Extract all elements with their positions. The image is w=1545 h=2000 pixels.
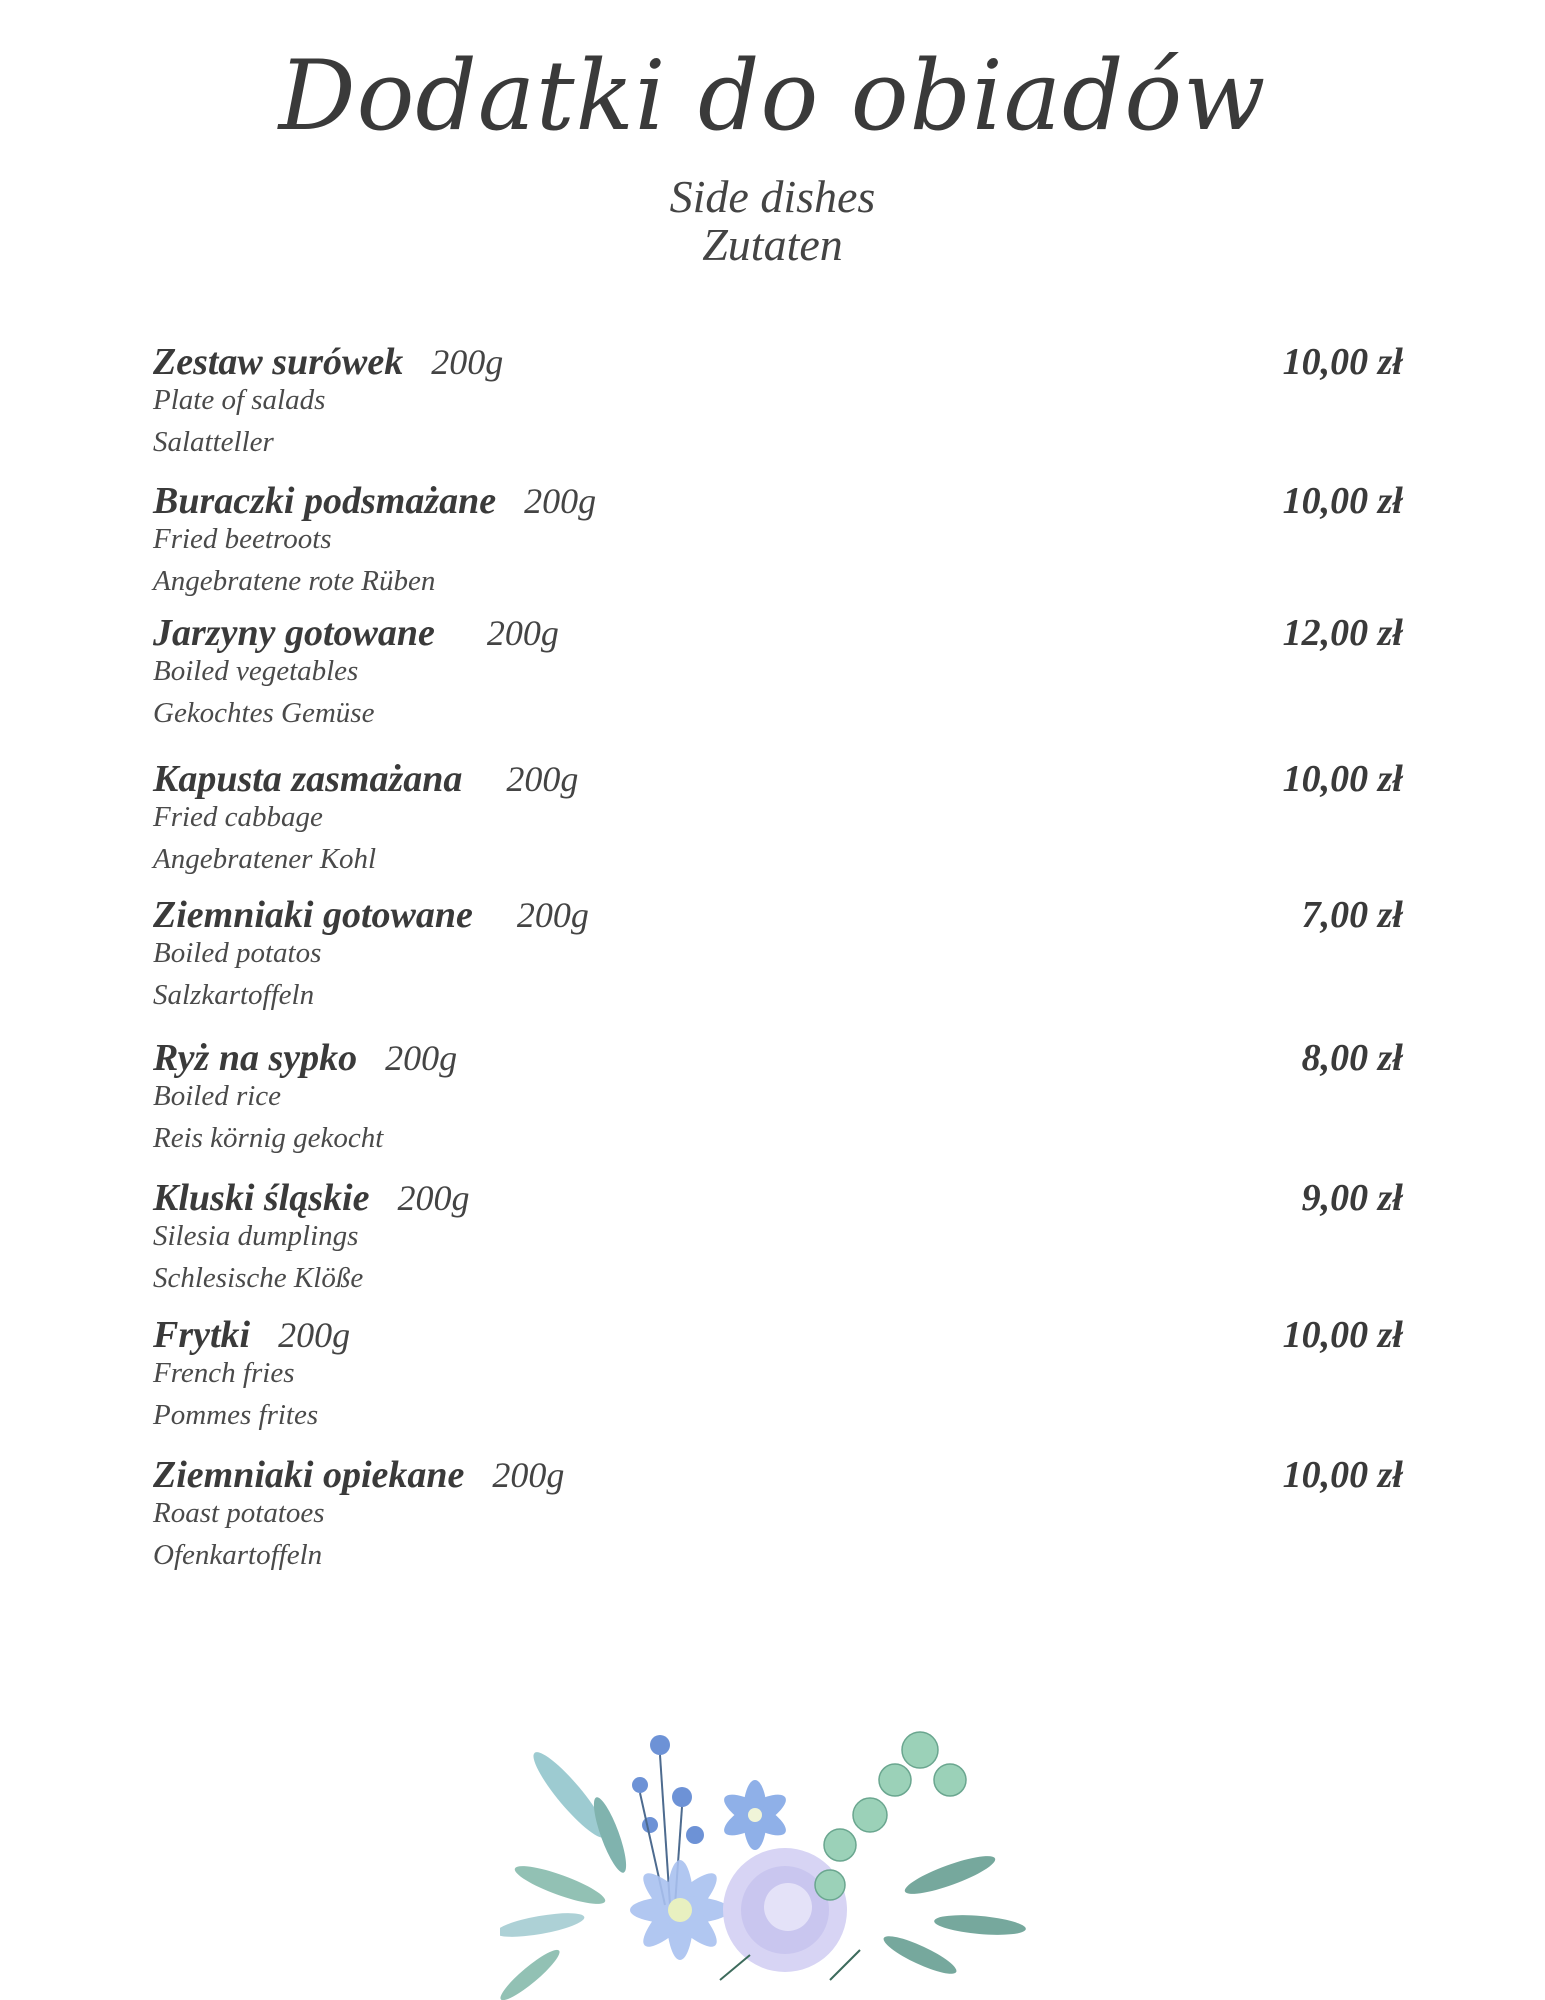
item-name-english: Silesia dumplings — [153, 1220, 359, 1252]
item-name-english: Boiled potatos — [153, 937, 322, 969]
item-name-german: Gekochtes Gemüse — [153, 697, 375, 729]
item-name-german: Ofenkartoffeln — [153, 1539, 323, 1571]
item-price: 12,00 zł — [1282, 612, 1403, 654]
item-name-german: Reis körnig gekocht — [153, 1122, 384, 1154]
item-name: Jarzyny gotowane — [153, 612, 435, 654]
item-name: Ziemniaki opiekane — [153, 1454, 465, 1496]
menu-item — [153, 1313, 1403, 1443]
item-name-german: Salzkartoffeln — [153, 979, 315, 1011]
item-weight: 200g — [397, 1178, 470, 1218]
item-weight: 200g — [385, 1038, 458, 1078]
item-name-german: Pommes frites — [153, 1399, 319, 1431]
page-title: Dodatki do obiadów — [278, 40, 1267, 152]
item-weight: 200g — [278, 1315, 351, 1355]
item-price: 9,00 zł — [1301, 1177, 1403, 1219]
item-name-english: Fried cabbage — [153, 801, 323, 833]
item-price: 10,00 zł — [1282, 1454, 1403, 1496]
item-weight: 200g — [506, 759, 579, 799]
item-name: Buraczki podsmażane — [153, 480, 497, 522]
item-name-english: French fries — [153, 1357, 295, 1389]
item-price: 8,00 zł — [1301, 1037, 1403, 1079]
item-name-row — [153, 479, 596, 523]
item-name-row — [153, 1453, 564, 1497]
item-price: 10,00 zł — [1282, 758, 1403, 800]
item-name-row — [153, 1036, 457, 1080]
item-name-row — [153, 1313, 350, 1357]
item-name-english: Plate of salads — [153, 384, 326, 416]
item-name-row — [153, 340, 503, 384]
item-name-row — [153, 893, 589, 937]
subtitle-german: Zutaten — [702, 219, 843, 270]
item-weight: 200g — [486, 613, 559, 653]
item-name-german: Schlesische Klöße — [153, 1262, 364, 1294]
item-weight: 200g — [492, 1455, 565, 1495]
item-name: Ziemniaki gotowane — [153, 894, 473, 936]
item-weight: 200g — [431, 342, 504, 382]
subtitle-english: Side dishes — [669, 171, 876, 222]
item-name-english: Boiled rice — [153, 1080, 282, 1112]
item-weight: 200g — [524, 481, 597, 521]
item-price: 10,00 zł — [1282, 480, 1403, 522]
menu-item — [153, 1036, 1403, 1166]
menu-item — [153, 1453, 1403, 1583]
item-name: Kapusta zasmażana — [153, 758, 463, 800]
item-name-english: Boiled vegetables — [153, 655, 359, 687]
item-name-german: Angebratene rote Rüben — [153, 565, 436, 597]
item-price: 10,00 zł — [1282, 1314, 1403, 1356]
item-name-row — [153, 757, 578, 801]
item-price: 7,00 zł — [1301, 894, 1403, 936]
menu-item — [153, 757, 1403, 887]
item-name-row — [153, 1176, 469, 1220]
item-price: 10,00 zł — [1282, 341, 1403, 383]
item-name: Zestaw surówek — [153, 341, 404, 383]
menu-item — [153, 1176, 1403, 1306]
menu-item — [153, 340, 1403, 470]
menu-item — [153, 893, 1403, 1023]
item-weight: 200g — [516, 895, 589, 935]
item-name-row — [153, 611, 559, 655]
item-name-english: Roast potatoes — [153, 1497, 325, 1529]
item-name: Frytki — [153, 1314, 251, 1356]
item-name: Ryż na sypko — [153, 1037, 358, 1079]
menu-item — [153, 479, 1403, 609]
item-name-german: Angebratener Kohl — [153, 843, 377, 875]
menu-item — [153, 611, 1403, 741]
floral-decoration-icon — [500, 1725, 1040, 2000]
item-name-english: Fried beetroots — [153, 523, 332, 555]
item-name: Kluski śląskie — [153, 1177, 370, 1219]
item-name-german: Salatteller — [153, 426, 274, 458]
